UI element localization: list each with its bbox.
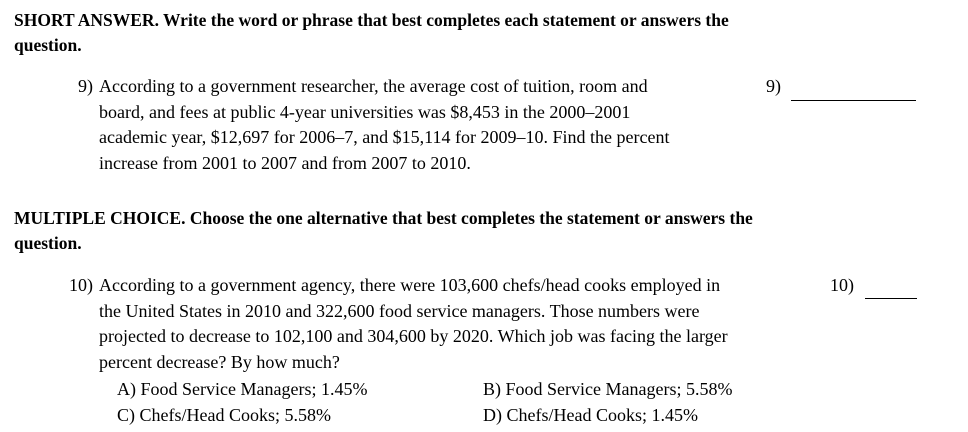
short-answer-heading-continued: question. xyxy=(14,35,82,55)
question-9-text-line: academic year, $12,697 for 2006–7, and $15,114 for 2009–10. Find the percent xyxy=(99,127,670,147)
question-10-text-line: According to a government agency, there were 103,600 chefs/head cooks employed in xyxy=(99,275,721,295)
question-9-text-line: increase from 2001 to 2007 and from 2007 to 2010. xyxy=(99,153,471,173)
question-9-answer-label: 9) xyxy=(766,76,781,96)
question-10-text-line: percent decrease? By how much? xyxy=(99,352,340,372)
choice-c[interactable]: C) Chefs/Head Cooks; 5.58% xyxy=(117,405,331,425)
multiple-choice-heading: MULTIPLE CHOICE. Choose the one alternative that best completes the statement or answers the xyxy=(14,208,753,228)
choice-b[interactable]: B) Food Service Managers; 5.58% xyxy=(483,379,733,399)
question-10-text-line: the United States in 2010 and 322,600 food service managers. Those numbers were xyxy=(99,301,700,321)
question-10-answer-label: 10) xyxy=(830,275,854,295)
short-answer-heading: SHORT ANSWER. Write the word or phrase that best completes each statement or answers the xyxy=(14,10,729,30)
question-9-text-line: According to a government researcher, the average cost of tuition, room and xyxy=(99,76,648,96)
multiple-choice-heading-continued: question. xyxy=(14,233,82,253)
question-10-text-line: projected to decrease to 102,100 and 304,600 by 2020. Which job was facing the larger xyxy=(99,326,728,346)
question-10-number: 10) xyxy=(69,275,93,295)
question-9-number: 9) xyxy=(78,76,93,96)
choice-a[interactable]: A) Food Service Managers; 1.45% xyxy=(117,379,368,399)
question-10-answer-blank[interactable] xyxy=(865,298,917,299)
question-9-answer-blank[interactable] xyxy=(791,100,916,101)
question-9-text-line: board, and fees at public 4-year universities was $8,453 in the 2000–2001 xyxy=(99,102,631,122)
choice-d[interactable]: D) Chefs/Head Cooks; 1.45% xyxy=(483,405,698,425)
